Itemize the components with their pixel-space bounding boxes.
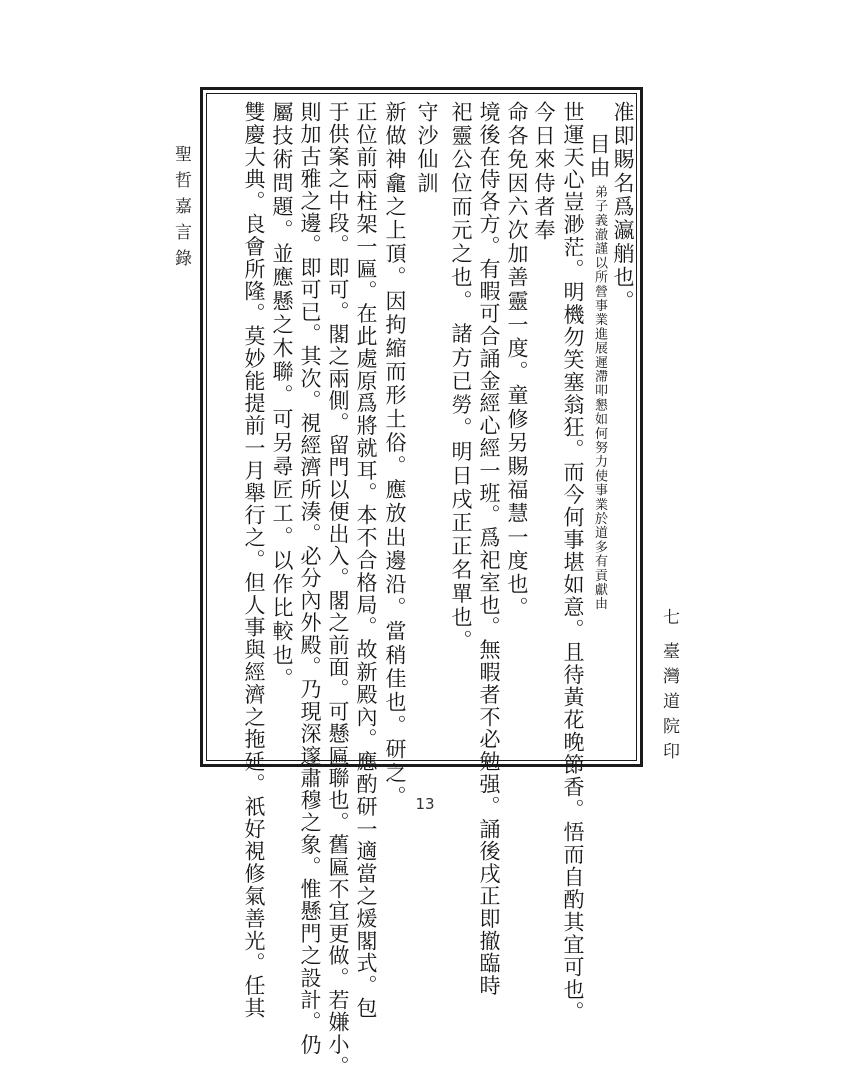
text-column-2-label: 目由 — [587, 133, 611, 181]
publisher-imprint: 臺灣道院印 — [659, 642, 679, 767]
text-column-2-note: 弟子義澈謹以所營事業進展遲滯叩懇如何努力使事業於道多有貢獻由 — [592, 185, 607, 611]
text-column-12: 則加古雅之邊。即可已。其次。視經濟所湊。必分內外殿。乃現深邃肅穆之象。惟懸門之設計。仍 — [298, 101, 322, 1056]
section-heading: 守沙仙訓 — [415, 101, 439, 196]
text-column-7: 祀靈公位而元之也。 諸方已勞。明日戌正正名單也。 — [449, 101, 473, 654]
text-column-3: 世運天心豈渺茫。明機勿笑塞翁狂。而今何事堪如意。且待黃花晚節香。悟而自酌其宜可也。 — [561, 101, 585, 1024]
text-column-14: 雙慶大典。良會所隆。莫妙能提前一月舉行之。但人事與經濟之拖延。祇好視修氣善光。任其 — [242, 101, 266, 1020]
text-column-9: 新做神龕之上頂。因拘縮而形土俗。應放出邊沿。當稍佳也。研之。 — [383, 101, 407, 809]
text-column-5: 命各免因六次加善靈一度。童修另賜福慧一度也。 — [505, 101, 529, 621]
text-column-11: 于供案之中段。即可。閣之兩側。留門以便出入。閣之前面。可懸匾聯也。舊匾不宜更做。若嫌小。 — [326, 101, 350, 1078]
text-column-1: 准即賜名爲瀛艄也。 — [611, 101, 635, 314]
publisher-page-number: 七 — [659, 608, 679, 630]
text-column-13: 屬技術問題。並應懸之木聯。可另尋匠工。以作比較也。 — [270, 101, 294, 691]
text-column-6: 境後在侍各方。有暇可合誦金經心經一班。爲祀室也。無暇者不必勉强。誦後戌正即撤臨時 — [477, 101, 501, 997]
text-column-4: 今日來侍者奉 — [532, 101, 556, 243]
text-column-10: 正位前兩柱架一匾。在此處原爲將就耳。本不合格局。故新殿內。應酌研一適當之煖閣式。包 — [354, 101, 378, 1020]
book-title: 聖哲嘉言錄 — [171, 145, 191, 275]
page-number: 13 — [415, 795, 435, 813]
